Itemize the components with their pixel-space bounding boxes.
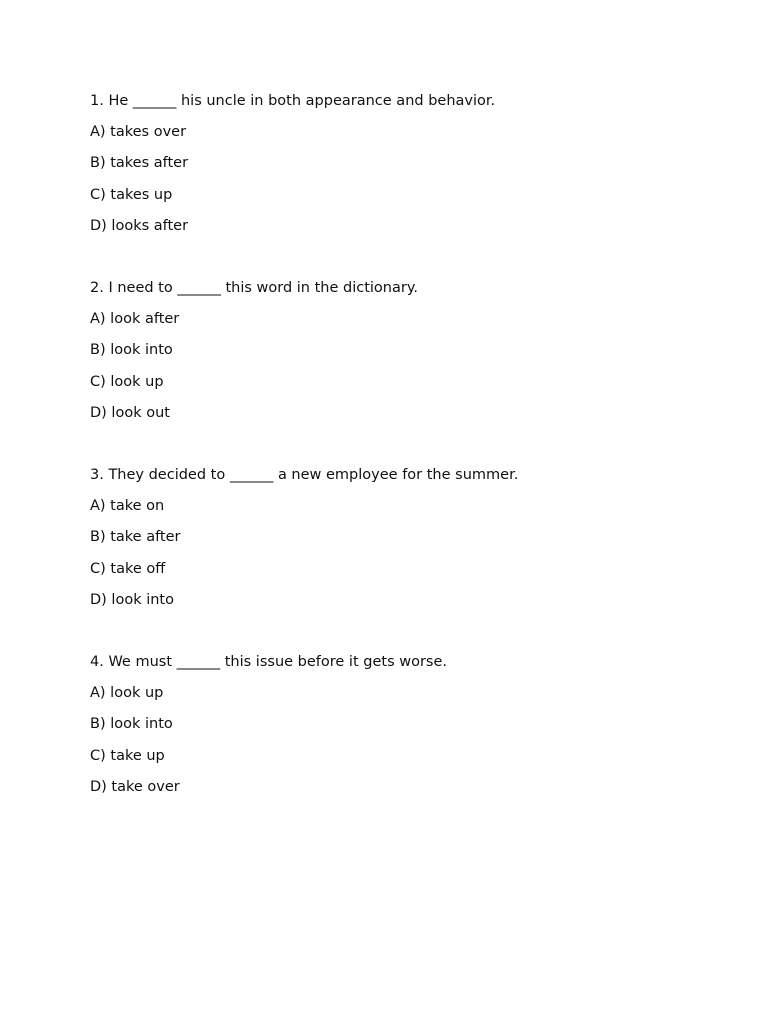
question-stem: 4. We must ______ this issue before it gets worse. [90,654,448,670]
question-4 [90,654,710,810]
option-a: A) look up [90,685,164,702]
option-c: C) take up [90,747,165,764]
question-stem: 3. They decided to ______ a new employee for the summer. [90,467,519,483]
question-2 [90,280,710,436]
option-b: B) look into [90,342,173,359]
option-d: D) looks after [90,217,189,234]
option-b: B) look into [90,716,173,733]
question-stem: 2. I need to ______ this word in the dictionary. [90,280,418,296]
option-a: A) take on [90,498,165,515]
option-b: B) takes after [90,155,189,172]
option-a: A) takes over [90,124,187,141]
option-c: C) take off [90,560,166,577]
question-3 [90,467,710,623]
question-1 [90,93,710,249]
option-a: A) look after [90,311,180,328]
option-d: D) look out [90,404,170,421]
option-d: D) look into [90,591,174,608]
option-c: C) takes up [90,186,173,203]
question-stem: 1. He ______ his uncle in both appearance and behavior. [90,93,496,109]
option-d: D) take over [90,778,180,795]
option-b: B) take after [90,529,181,546]
option-c: C) look up [90,373,164,390]
